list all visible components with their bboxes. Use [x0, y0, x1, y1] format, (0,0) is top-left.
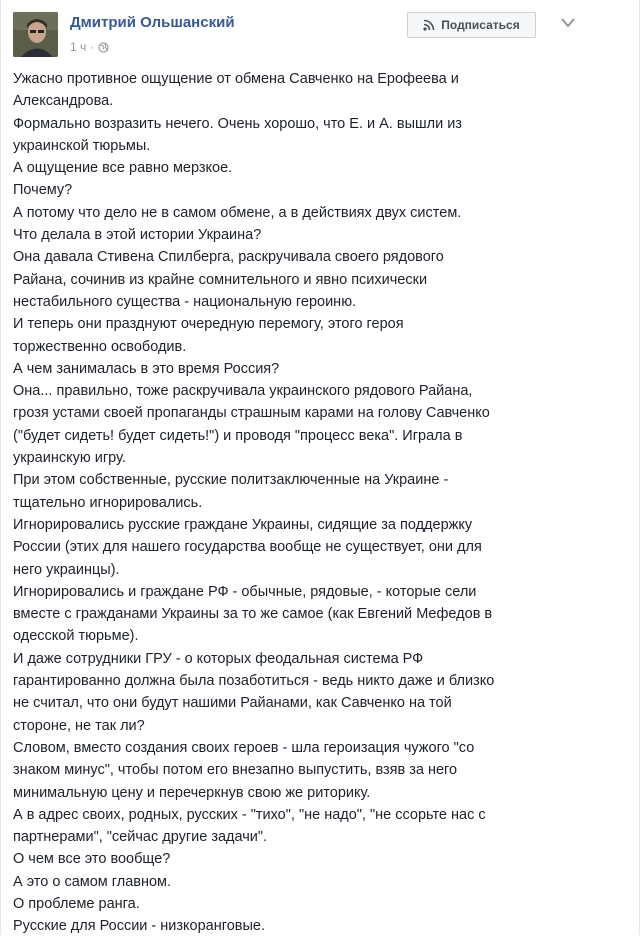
post-line: А в адрес своих, родных, русских - "тихо", "не надо", "не ссорьте нас с	[13, 806, 486, 823]
globe-icon	[98, 42, 109, 53]
post-line: Она давала Стивена Спилберга, раскручивала своего рядового	[13, 249, 444, 266]
post-time-link[interactable]: 1 ч	[70, 40, 87, 54]
post-line: знаком минус", чтобы потом его внезапно выпустить, взяв за него	[13, 762, 458, 779]
post-line: И даже сотрудники ГРУ - о которых феодальная система РФ	[13, 650, 424, 667]
post-line: украинской тюрьмы.	[13, 137, 151, 154]
post-line: Она... правильно, тоже раскручивала украинского рядового Райана,	[13, 383, 473, 400]
avatar-photo	[13, 12, 58, 57]
post-line: него украинцы).	[13, 561, 120, 578]
post-line: минимальную цену и перечеркнув свою же риторику.	[13, 784, 371, 801]
post-line: При этом собственные, русские политзаключенные на Украине -	[13, 472, 449, 489]
post-line: стороне, не так ли?	[13, 717, 145, 734]
post-line: вместе с гражданами Украины за то же самое (как Евгений Мефедов в	[13, 606, 493, 623]
chevron-down-icon[interactable]	[560, 16, 576, 30]
post-line: Игнорировались и граждане РФ - обычные, рядовые, - которые сели	[13, 583, 477, 600]
subscribe-button[interactable]	[407, 12, 536, 38]
post-line: грозя устами своей пропаганды страшным карами на голову Савченко	[13, 405, 490, 422]
post-line: А это о самом главном.	[13, 873, 172, 890]
post-line: гарантированно должна была позаботиться - ведь никто даже и близко	[13, 673, 495, 690]
author-avatar[interactable]	[13, 12, 58, 57]
post-line: И теперь они празднуют очередную перемогу, этого героя	[13, 316, 404, 333]
post-line: О чем все это вообще?	[13, 851, 171, 868]
post-line: Русские для России - низкоранговые.	[13, 918, 265, 935]
post-line: Александрова.	[13, 93, 114, 110]
post-body	[13, 68, 613, 938]
post-line: О проблеме ранга.	[13, 895, 140, 912]
post-line: А чем занималась в это время Россия?	[13, 360, 280, 377]
post-line: Райана, сочинив из крайне сомнительного и явно психически	[13, 271, 428, 288]
post-line: одесской тюрьме).	[13, 628, 139, 645]
subscribe-label: Подписаться	[441, 18, 520, 32]
post-line: не считал, что они будут нашими Райанами, как Савченко на той	[13, 695, 452, 712]
post-line: Формально возразить нечего. Очень хорошо, что Е. и А. вышли из	[13, 115, 462, 132]
rss-icon	[423, 19, 435, 31]
post-line: Словом, вместо создания своих героев - шла героизация чужого "со	[13, 739, 475, 756]
post-line: партнерами", "сейчас другие задачи".	[13, 829, 268, 846]
post-line: Ужасно противное ощущение от обмена Савченко на Ерофеева и	[13, 71, 459, 87]
post-line: ("будет сидеть! будет сидеть!") и проводя "процесс века". Играла в	[13, 427, 463, 444]
meta-separator: ·	[90, 40, 95, 54]
post-line: А ощущение все равно мерзкое.	[13, 160, 233, 177]
post-line: нестабильного существа - национальную героиню.	[13, 293, 357, 310]
post-line: Что делала в этой истории Украина?	[13, 227, 262, 244]
post-line: Почему?	[13, 182, 73, 199]
post-line: А потому что дело не в самом обмене, а в действиях двух систем.	[13, 204, 462, 221]
post-line: Игнорировались русские граждане Украины, сидящие за поддержку	[13, 516, 473, 533]
post-line: России (этих для нашего государства вообще не существует, они для	[13, 539, 482, 556]
post-line: тщательно игнорировались.	[13, 494, 203, 511]
post-meta	[70, 40, 109, 54]
post-line: торжественно освободив.	[13, 338, 187, 355]
post-line: украинскую игру.	[13, 450, 126, 467]
author-name-link[interactable]: Дмитрий Ольшанский	[70, 14, 235, 31]
